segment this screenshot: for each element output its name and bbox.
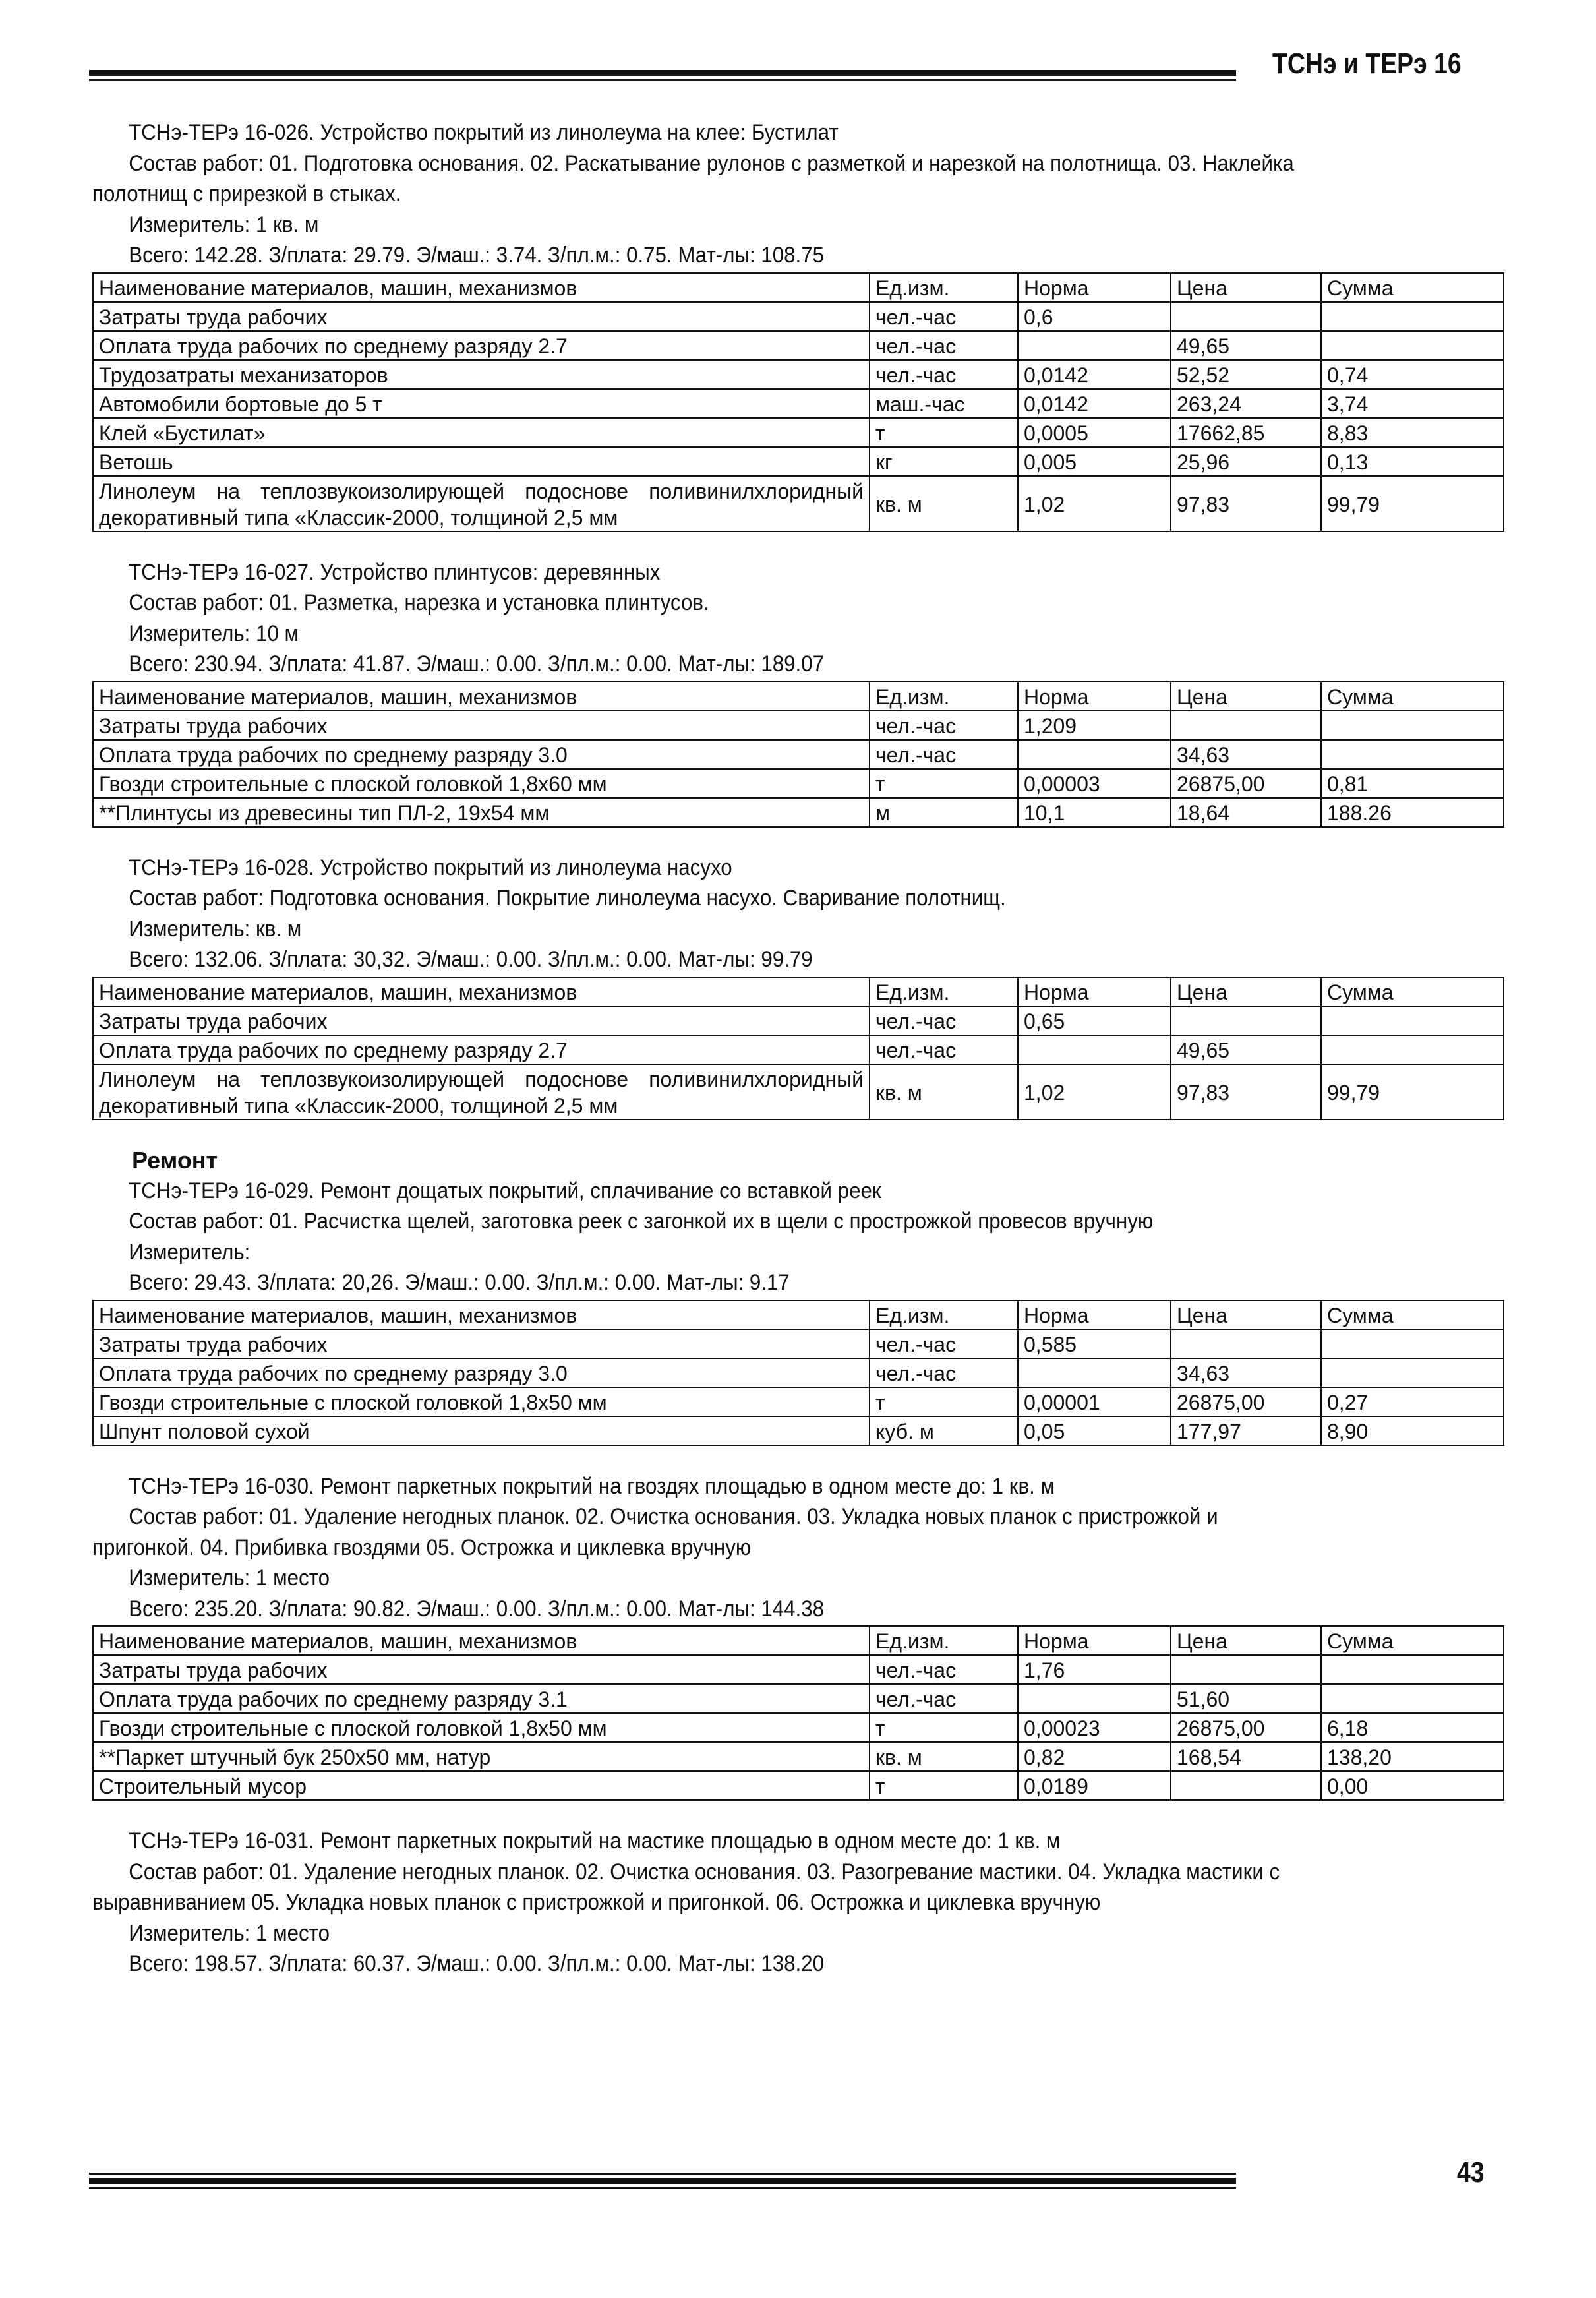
table-cell: 34,63	[1171, 740, 1321, 769]
table-row	[93, 798, 1504, 827]
estimate-section	[92, 1471, 1503, 1801]
table-cell: 0,005	[1018, 447, 1171, 476]
measurement-unit: Измеритель: кв. м	[129, 916, 302, 942]
table-header-cell: Ед.изм.	[870, 1626, 1018, 1655]
table-cell: 99,79	[1321, 476, 1504, 531]
table-cell: 3,74	[1321, 389, 1504, 418]
table-header-cell: Норма	[1018, 1300, 1171, 1329]
measurement-unit: Измеритель: 1 место	[129, 1920, 330, 1946]
table-cell: Гвозди строительные с плоской головкой 1,8x60 мм	[93, 769, 870, 798]
measurement-unit: Измеритель: 10 м	[129, 620, 299, 646]
table-row	[93, 1416, 1504, 1445]
table-cell	[1321, 1684, 1504, 1713]
section-title: ТСНэ-ТЕРэ 16-026. Устройство покрытий из линолеума на клее: Бустилат	[129, 120, 839, 145]
table-cell: 17662,85	[1171, 418, 1321, 447]
table-row	[93, 331, 1504, 360]
table-cell: куб. м	[870, 1416, 1018, 1445]
table-cell: 26875,00	[1171, 1387, 1321, 1416]
table-cell	[1171, 1006, 1321, 1035]
work-composition	[92, 1857, 1503, 1918]
table-cell: чел.-час	[870, 1329, 1018, 1358]
table-cell: Затраты труда рабочих	[93, 302, 870, 331]
table-cell: 177,97	[1171, 1416, 1321, 1445]
section-title: ТСНэ-ТЕРэ 16-027. Устройство плинтусов: деревянных	[129, 559, 661, 585]
table-cell: кв. м	[870, 476, 1018, 531]
table-cell: Линолеум на теплозвукоизолирующей подоснове поливинилхлоридный декоративный типа «Классик-2000, толщиной 2,5 мм	[93, 476, 870, 531]
cost-totals: Всего: 230.94. З/плата: 41.87. Э/маш.: 0.00. З/пл.м.: 0.00. Мат-лы: 189.07	[129, 651, 825, 677]
table-header-cell: Сумма	[1321, 977, 1504, 1006]
table-cell: 8,83	[1321, 418, 1504, 447]
table-cell: т	[870, 418, 1018, 447]
table-header-cell: Наименование материалов, машин, механизмов	[93, 1626, 870, 1655]
table-cell: 0,82	[1018, 1742, 1171, 1771]
table-header-cell: Наименование материалов, машин, механизмов	[93, 1300, 870, 1329]
table-cell: 49,65	[1171, 331, 1321, 360]
table-cell: маш.-час	[870, 389, 1018, 418]
table-header-cell: Сумма	[1321, 273, 1504, 302]
table-cell: 0,00001	[1018, 1387, 1171, 1416]
resource-table	[92, 1300, 1504, 1446]
table-cell: т	[870, 1713, 1018, 1742]
work-composition-line1: Состав работ: 01. Удаление негодных планок. 02. Очистка основания. 03. Укладка новых планок с пристрожкой и	[129, 1504, 1218, 1529]
table-cell: чел.-час	[870, 1358, 1018, 1387]
table-header-cell: Норма	[1018, 682, 1171, 711]
table-cell	[1171, 302, 1321, 331]
table-cell: чел.-час	[870, 331, 1018, 360]
work-composition	[92, 148, 1503, 210]
table-header-row	[93, 273, 1504, 302]
table-cell	[1171, 1655, 1321, 1684]
table-cell	[1018, 331, 1171, 360]
table-cell: 0,0142	[1018, 389, 1171, 418]
work-composition-line2: выравниванием 05. Укладка новых планок с пристрожкой и пригонкой. 06. Острожка и циклевка вручную	[92, 1890, 1101, 1915]
cost-totals: Всего: 142.28. З/плата: 29.79. Э/маш.: 3.74. З/пл.м.: 0.75. Мат-лы: 108.75	[129, 243, 825, 268]
table-header-cell: Цена	[1171, 1300, 1321, 1329]
table-cell: 1,76	[1018, 1655, 1171, 1684]
table-header-cell: Цена	[1171, 273, 1321, 302]
table-cell: 51,60	[1171, 1684, 1321, 1713]
cost-totals: Всего: 198.57. З/плата: 60.37. Э/маш.: 0.00. З/пл.м.: 0.00. Мат-лы: 138.20	[129, 1951, 825, 1976]
table-cell: 97,83	[1171, 476, 1321, 531]
table-header-cell: Наименование материалов, машин, механизмов	[93, 682, 870, 711]
table-cell: кг	[870, 447, 1018, 476]
table-cell: **Плинтусы из древесины тип ПЛ-2, 19x54 мм	[93, 798, 870, 827]
table-row	[93, 476, 1504, 531]
table-header-cell: Сумма	[1321, 1300, 1504, 1329]
table-header-cell: Норма	[1018, 1626, 1171, 1655]
table-row	[93, 740, 1504, 769]
table-row	[93, 1655, 1504, 1684]
measurement-unit: Измеритель: 1 место	[129, 1565, 330, 1590]
estimate-section	[92, 117, 1503, 532]
table-cell: **Паркет штучный бук 250x50 мм, натур	[93, 1742, 870, 1771]
table-cell	[1321, 302, 1504, 331]
table-cell: 8,90	[1321, 1416, 1504, 1445]
table-header-cell: Цена	[1171, 682, 1321, 711]
table-header-cell: Ед.изм.	[870, 977, 1018, 1006]
table-cell: чел.-час	[870, 1035, 1018, 1064]
table-cell: Клей «Бустилат»	[93, 418, 870, 447]
estimate-section	[92, 1145, 1503, 1446]
table-cell	[1018, 1035, 1171, 1064]
table-cell: Строительный мусор	[93, 1771, 870, 1800]
resource-table	[92, 272, 1504, 532]
table-cell: Затраты труда рабочих	[93, 1006, 870, 1035]
table-cell: 0,0142	[1018, 360, 1171, 389]
table-cell: 1,02	[1018, 476, 1171, 531]
table-cell: 0,585	[1018, 1329, 1171, 1358]
table-header-cell: Норма	[1018, 273, 1171, 302]
table-cell	[1171, 1771, 1321, 1800]
work-composition: Состав работ: 01. Расчистка щелей, заготовка реек с загонкой их в щели с прострожкой провесов вручную	[129, 1209, 1154, 1234]
table-header-cell: Ед.изм.	[870, 1300, 1018, 1329]
table-cell: кв. м	[870, 1742, 1018, 1771]
table-row	[93, 1064, 1504, 1120]
table-cell: чел.-час	[870, 1006, 1018, 1035]
work-composition-line1: Состав работ: 01. Удаление негодных планок. 02. Очистка основания. 03. Разогревание мастики. 04. Укладка мастики с	[129, 1859, 1280, 1885]
work-composition	[92, 1501, 1503, 1563]
table-row	[93, 1742, 1504, 1771]
table-cell: Затраты труда рабочих	[93, 1329, 870, 1358]
table-cell: 0,00	[1321, 1771, 1504, 1800]
table-cell: 49,65	[1171, 1035, 1321, 1064]
table-cell: 0,81	[1321, 769, 1504, 798]
table-cell: 18,64	[1171, 798, 1321, 827]
table-header-cell: Наименование материалов, машин, механизмов	[93, 977, 870, 1006]
table-cell: чел.-час	[870, 740, 1018, 769]
work-composition-line2: полотнищ с прирезкой в стыках.	[92, 181, 401, 206]
table-cell	[1018, 740, 1171, 769]
cost-totals: Всего: 132.06. З/плата: 30,32. Э/маш.: 0.00. З/пл.м.: 0.00. Мат-лы: 99.79	[129, 947, 813, 972]
table-cell: Гвозди строительные с плоской головкой 1,8x50 мм	[93, 1387, 870, 1416]
section-title: ТСНэ-ТЕРэ 16-028. Устройство покрытий из линолеума насухо	[129, 855, 732, 880]
cost-totals: Всего: 235.20. З/плата: 90.82. Э/маш.: 0.00. З/пл.м.: 0.00. Мат-лы: 144.38	[129, 1596, 825, 1621]
table-cell: 188.26	[1321, 798, 1504, 827]
work-composition: Состав работ: Подготовка основания. Покрытие линолеума насухо. Сваривание полотнищ.	[129, 886, 1006, 911]
table-cell: Ветошь	[93, 447, 870, 476]
table-header-row	[93, 1626, 1504, 1655]
table-cell: 6,18	[1321, 1713, 1504, 1742]
table-cell: 1,209	[1018, 711, 1171, 740]
table-header-cell: Ед.изм.	[870, 682, 1018, 711]
measurement-unit: Измеритель: 1 кв. м	[129, 212, 319, 237]
table-cell: чел.-час	[870, 302, 1018, 331]
table-header-cell: Цена	[1171, 977, 1321, 1006]
table-cell	[1321, 1035, 1504, 1064]
page-number: 43	[1457, 2156, 1485, 2189]
resource-table	[92, 977, 1504, 1120]
table-row	[93, 1358, 1504, 1387]
table-row	[93, 360, 1504, 389]
table-cell: 0,6	[1018, 302, 1171, 331]
table-cell	[1321, 711, 1504, 740]
estimate-section	[92, 1826, 1503, 1980]
section-subheading: Ремонт	[132, 1146, 218, 1174]
table-row	[93, 389, 1504, 418]
table-cell: чел.-час	[870, 1655, 1018, 1684]
table-cell: чел.-час	[870, 360, 1018, 389]
table-row	[93, 711, 1504, 740]
running-header: ТСНэ и ТЕРэ 16	[1272, 47, 1462, 80]
work-composition-line1: Состав работ: 01. Подготовка основания. 02. Раскатывание рулонов с разметкой и нарезкой на полотнища. 03. Наклейка	[129, 150, 1294, 176]
table-cell: Линолеум на теплозвукоизолирующей подоснове поливинилхлоридный декоративный типа «Классик-2000, толщиной 2,5 мм	[93, 1064, 870, 1120]
table-cell: 0,65	[1018, 1006, 1171, 1035]
table-cell: 0,05	[1018, 1416, 1171, 1445]
work-composition-line2: пригонкой. 04. Прибивка гвоздями 05. Острожка и циклевка вручную	[92, 1534, 752, 1560]
table-row	[93, 447, 1504, 476]
table-cell: 0,00023	[1018, 1713, 1171, 1742]
table-cell: Затраты труда рабочих	[93, 1655, 870, 1684]
table-cell: м	[870, 798, 1018, 827]
table-cell: 0,74	[1321, 360, 1504, 389]
footer-rule	[89, 2169, 1236, 2189]
page-content	[92, 117, 1503, 2005]
table-cell: т	[870, 1771, 1018, 1800]
table-cell: кв. м	[870, 1064, 1018, 1120]
table-cell	[1018, 1358, 1171, 1387]
table-cell	[1321, 1358, 1504, 1387]
table-header-cell: Наименование материалов, машин, механизмов	[93, 273, 870, 302]
table-cell	[1171, 1329, 1321, 1358]
table-cell: Оплата труда рабочих по среднему разряду 2.7	[93, 1035, 870, 1064]
table-cell: 26875,00	[1171, 1713, 1321, 1742]
table-header-row	[93, 682, 1504, 711]
table-cell: чел.-час	[870, 711, 1018, 740]
table-row	[93, 1713, 1504, 1742]
table-cell: 34,63	[1171, 1358, 1321, 1387]
table-cell: Трудозатраты механизаторов	[93, 360, 870, 389]
table-cell: 168,54	[1171, 1742, 1321, 1771]
table-header-row	[93, 1300, 1504, 1329]
table-header-cell: Сумма	[1321, 682, 1504, 711]
table-header-cell: Цена	[1171, 1626, 1321, 1655]
estimate-section	[92, 557, 1503, 828]
section-title: ТСНэ-ТЕРэ 16-029. Ремонт дощатых покрытий, сплачивание со вставкой реек	[129, 1178, 881, 1203]
section-title: ТСНэ-ТЕРэ 16-031. Ремонт паркетных покрытий на мастике площадью в одном месте до: 1 кв. м	[129, 1829, 1061, 1854]
table-cell: 26875,00	[1171, 769, 1321, 798]
work-composition: Состав работ: 01. Разметка, нарезка и установка плинтусов.	[129, 590, 709, 615]
table-row	[93, 302, 1504, 331]
table-cell: 10,1	[1018, 798, 1171, 827]
resource-table	[92, 681, 1504, 828]
table-cell: 0,0005	[1018, 418, 1171, 447]
table-cell: 99,79	[1321, 1064, 1504, 1120]
table-cell	[1171, 711, 1321, 740]
table-header-cell: Норма	[1018, 977, 1171, 1006]
table-cell	[1321, 1006, 1504, 1035]
table-cell: Затраты труда рабочих	[93, 711, 870, 740]
table-cell: 0,27	[1321, 1387, 1504, 1416]
table-cell: Шпунт половой сухой	[93, 1416, 870, 1445]
table-cell: 0,13	[1321, 447, 1504, 476]
table-cell: Оплата труда рабочих по среднему разряду 3.0	[93, 740, 870, 769]
section-title: ТСНэ-ТЕРэ 16-030. Ремонт паркетных покрытий на гвоздях площадью в одном месте до: 1 кв. м	[129, 1473, 1055, 1499]
estimate-section	[92, 853, 1503, 1120]
table-cell	[1321, 331, 1504, 360]
table-header-row	[93, 977, 1504, 1006]
table-row	[93, 1035, 1504, 1064]
table-cell: 52,52	[1171, 360, 1321, 389]
table-cell: 138,20	[1321, 1742, 1504, 1771]
table-row	[93, 1329, 1504, 1358]
table-row	[93, 769, 1504, 798]
table-cell: 25,96	[1171, 447, 1321, 476]
table-row	[93, 1006, 1504, 1035]
table-cell: Оплата труда рабочих по среднему разряду 3.0	[93, 1358, 870, 1387]
table-cell: Гвозди строительные с плоской головкой 1,8x50 мм	[93, 1713, 870, 1742]
table-header-cell: Сумма	[1321, 1626, 1504, 1655]
table-cell: т	[870, 1387, 1018, 1416]
table-cell	[1018, 1684, 1171, 1713]
table-cell	[1321, 1655, 1504, 1684]
table-row	[93, 418, 1504, 447]
resource-table	[92, 1625, 1504, 1801]
cost-totals: Всего: 29.43. З/плата: 20,26. Э/маш.: 0.00. З/пл.м.: 0.00. Мат-лы: 9.17	[129, 1270, 790, 1295]
table-row	[93, 1771, 1504, 1800]
table-cell	[1321, 1329, 1504, 1358]
table-cell: Оплата труда рабочих по среднему разряду 3.1	[93, 1684, 870, 1713]
table-cell: 0,00003	[1018, 769, 1171, 798]
measurement-unit: Измеритель:	[129, 1239, 251, 1265]
table-cell: чел.-час	[870, 1684, 1018, 1713]
table-row	[93, 1387, 1504, 1416]
table-cell: т	[870, 769, 1018, 798]
table-cell	[1321, 740, 1504, 769]
table-cell: Автомобили бортовые до 5 т	[93, 389, 870, 418]
table-header-cell: Ед.изм.	[870, 273, 1018, 302]
table-cell: 97,83	[1171, 1064, 1321, 1120]
table-cell: Оплата труда рабочих по среднему разряду 2.7	[93, 331, 870, 360]
table-cell: 263,24	[1171, 389, 1321, 418]
table-row	[93, 1684, 1504, 1713]
table-cell: 0,0189	[1018, 1771, 1171, 1800]
header-rule	[89, 70, 1236, 81]
table-cell: 1,02	[1018, 1064, 1171, 1120]
